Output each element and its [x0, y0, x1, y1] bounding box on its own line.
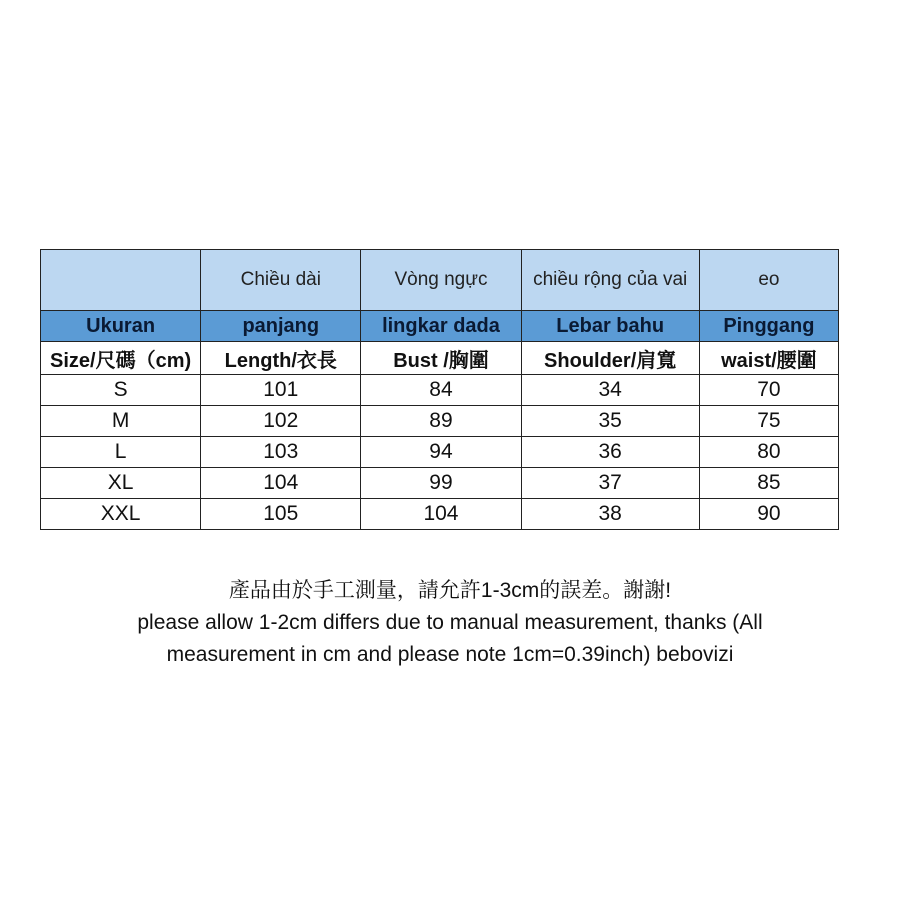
header-cell-bust-en: Bust /胸圍	[361, 342, 521, 375]
size-cell: L	[41, 437, 201, 468]
bust-cell: 89	[361, 406, 521, 437]
size-chart-table	[40, 249, 839, 530]
header-cell-length-en: Length/衣長	[201, 342, 361, 375]
header-cell-waist-en: waist/腰圍	[699, 342, 838, 375]
waist-cell: 70	[699, 375, 838, 406]
size-cell: XL	[41, 468, 201, 499]
header-cell-bust-vi: Vòng ngực	[361, 250, 521, 311]
bust-cell: 94	[361, 437, 521, 468]
shoulder-cell: 38	[521, 499, 699, 530]
header-cell-shoulder-id: Lebar bahu	[521, 311, 699, 342]
length-cell: 101	[201, 375, 361, 406]
table-row	[41, 499, 839, 530]
header-row-vietnamese	[41, 250, 839, 311]
bust-cell: 104	[361, 499, 521, 530]
shoulder-cell: 34	[521, 375, 699, 406]
table-row	[41, 375, 839, 406]
header-cell-size-vi	[41, 250, 201, 311]
header-cell-length-id: panjang	[201, 311, 361, 342]
table-row	[41, 406, 839, 437]
waist-cell: 85	[699, 468, 838, 499]
header-cell-length-vi: Chiều dài	[201, 250, 361, 311]
waist-cell: 90	[699, 499, 838, 530]
note-english-line1: please allow 1-2cm differs due to manual measurement, thanks (All	[137, 611, 763, 634]
size-cell: S	[41, 375, 201, 406]
bust-cell: 99	[361, 468, 521, 499]
length-cell: 102	[201, 406, 361, 437]
shoulder-cell: 36	[521, 437, 699, 468]
header-cell-bust-id: lingkar dada	[361, 311, 521, 342]
length-cell: 104	[201, 468, 361, 499]
header-cell-shoulder-vi: chiều rộng của vai	[521, 250, 699, 311]
header-cell-size-id: Ukuran	[41, 311, 201, 342]
table-row	[41, 437, 839, 468]
header-cell-waist-id: Pinggang	[699, 311, 838, 342]
shoulder-cell: 35	[521, 406, 699, 437]
length-cell: 103	[201, 437, 361, 468]
measurement-notes	[0, 575, 900, 671]
header-cell-waist-vi: eo	[699, 250, 838, 311]
note-chinese: 產品由於手工測量，請允許1-3cm的誤差。謝謝!	[228, 579, 672, 602]
note-english-line2: measurement in cm and please note 1cm=0.39inch) bebovizi	[166, 643, 734, 666]
bust-cell: 84	[361, 375, 521, 406]
size-cell: M	[41, 406, 201, 437]
waist-cell: 80	[699, 437, 838, 468]
header-cell-size-en: Size/尺碼（cm)	[41, 342, 201, 375]
header-cell-shoulder-en: Shoulder/肩寬	[521, 342, 699, 375]
header-row-indonesian	[41, 311, 839, 342]
shoulder-cell: 37	[521, 468, 699, 499]
waist-cell: 75	[699, 406, 838, 437]
header-row-english	[41, 342, 839, 375]
size-cell: XXL	[41, 499, 201, 530]
length-cell: 105	[201, 499, 361, 530]
table-row	[41, 468, 839, 499]
